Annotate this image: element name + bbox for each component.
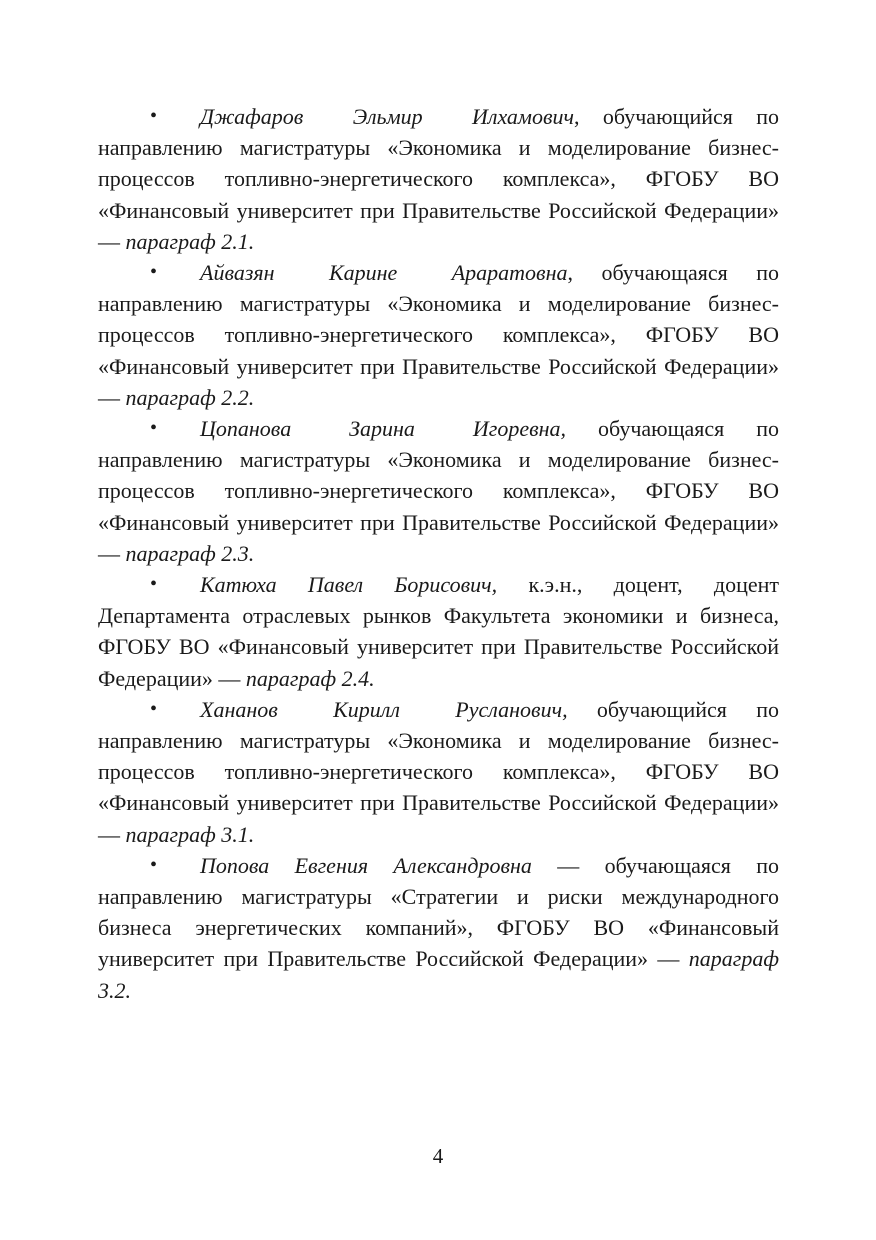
author-entry-2 — [98, 257, 779, 413]
author-description: обучающаяся по направлению магистратуры «Экономика и моделирование бизнес-процессов топливно-энергетического комплекса», ФГОБУ ВО «Финансовый университет при Правительстве Российской Федерации» — — [98, 416, 779, 566]
separator — [497, 572, 528, 597]
author-entry-1 — [98, 101, 779, 257]
separator — [566, 416, 598, 441]
bullet-icon: • — [150, 853, 158, 876]
author-name: Хананов Кирилл Русланович, — [200, 696, 568, 722]
paragraph-reference: параграф 2.3. — [125, 540, 255, 566]
separator — [568, 697, 597, 722]
paragraph-reference: параграф 3.1. — [125, 821, 255, 847]
author-name: Катюха Павел Борисович, — [200, 572, 498, 598]
author-description: обучающаяся по направлению магистратуры «Стратегии и риски международного бизнеса энергетических компаний», ФГОБУ ВО «Финансовый университет при Правительстве Российской Федерации» — — [98, 852, 780, 972]
separator: , — [567, 260, 602, 286]
bullet-icon: • — [150, 261, 158, 284]
document-page — [98, 101, 779, 1006]
bullet-icon: • — [150, 417, 158, 440]
paragraph-reference: параграф 2.2. — [125, 384, 255, 410]
separator: — — [531, 852, 605, 878]
separator: , — [574, 104, 603, 129]
paragraph-reference: параграф 2.1. — [125, 228, 255, 254]
paragraph-reference: параграф 2.4. — [245, 665, 375, 691]
author-description: обучающаяся по направлению магистратуры «Экономика и моделирование бизнес-процессов топливно-энергетического комплекса», ФГОБУ ВО «Финансовый университет при Правительстве Российской Федерации» — — [98, 260, 779, 410]
author-entry-6 — [98, 850, 779, 1006]
author-name: Джафаров Эльмир Илхамович — [200, 104, 575, 129]
author-description: к.э.н., доцент, доцент Департамента отраслевых рынков Факультета экономики и бизнеса, ФГОБУ ВО «Финансовый университет при Правительстве Российской Федерации» — — [98, 572, 779, 691]
author-description: обучающийся по направлению магистратуры «Экономика и моделирование бизнес-процессов топливно-энергетического комплекса», ФГОБУ ВО «Финансовый университет при Правительстве Российской Федерации» — — [98, 104, 780, 254]
author-entry-4 — [98, 569, 779, 694]
bullet-icon: • — [150, 573, 158, 596]
bullet-icon: • — [150, 697, 158, 720]
page-number: 4 — [432, 1144, 444, 1168]
author-entry-5 — [98, 694, 779, 850]
author-description: обучающийся по направлению магистратуры «Экономика и моделирование бизнес-процессов топливно-энергетического комплекса», ФГОБУ ВО «Финансовый университет при Правительстве Российской Федерации» — — [98, 696, 780, 847]
author-name: Цопанова Зарина Игоревна, — [200, 416, 567, 442]
bullet-icon: • — [150, 105, 158, 127]
author-entry-3 — [98, 413, 779, 569]
author-name: Попова Евгения Александровна — [200, 852, 532, 878]
paragraph-reference: параграф 3.2. — [98, 946, 779, 1003]
author-name: Айвазян Карине Араратовна — [200, 260, 568, 286]
